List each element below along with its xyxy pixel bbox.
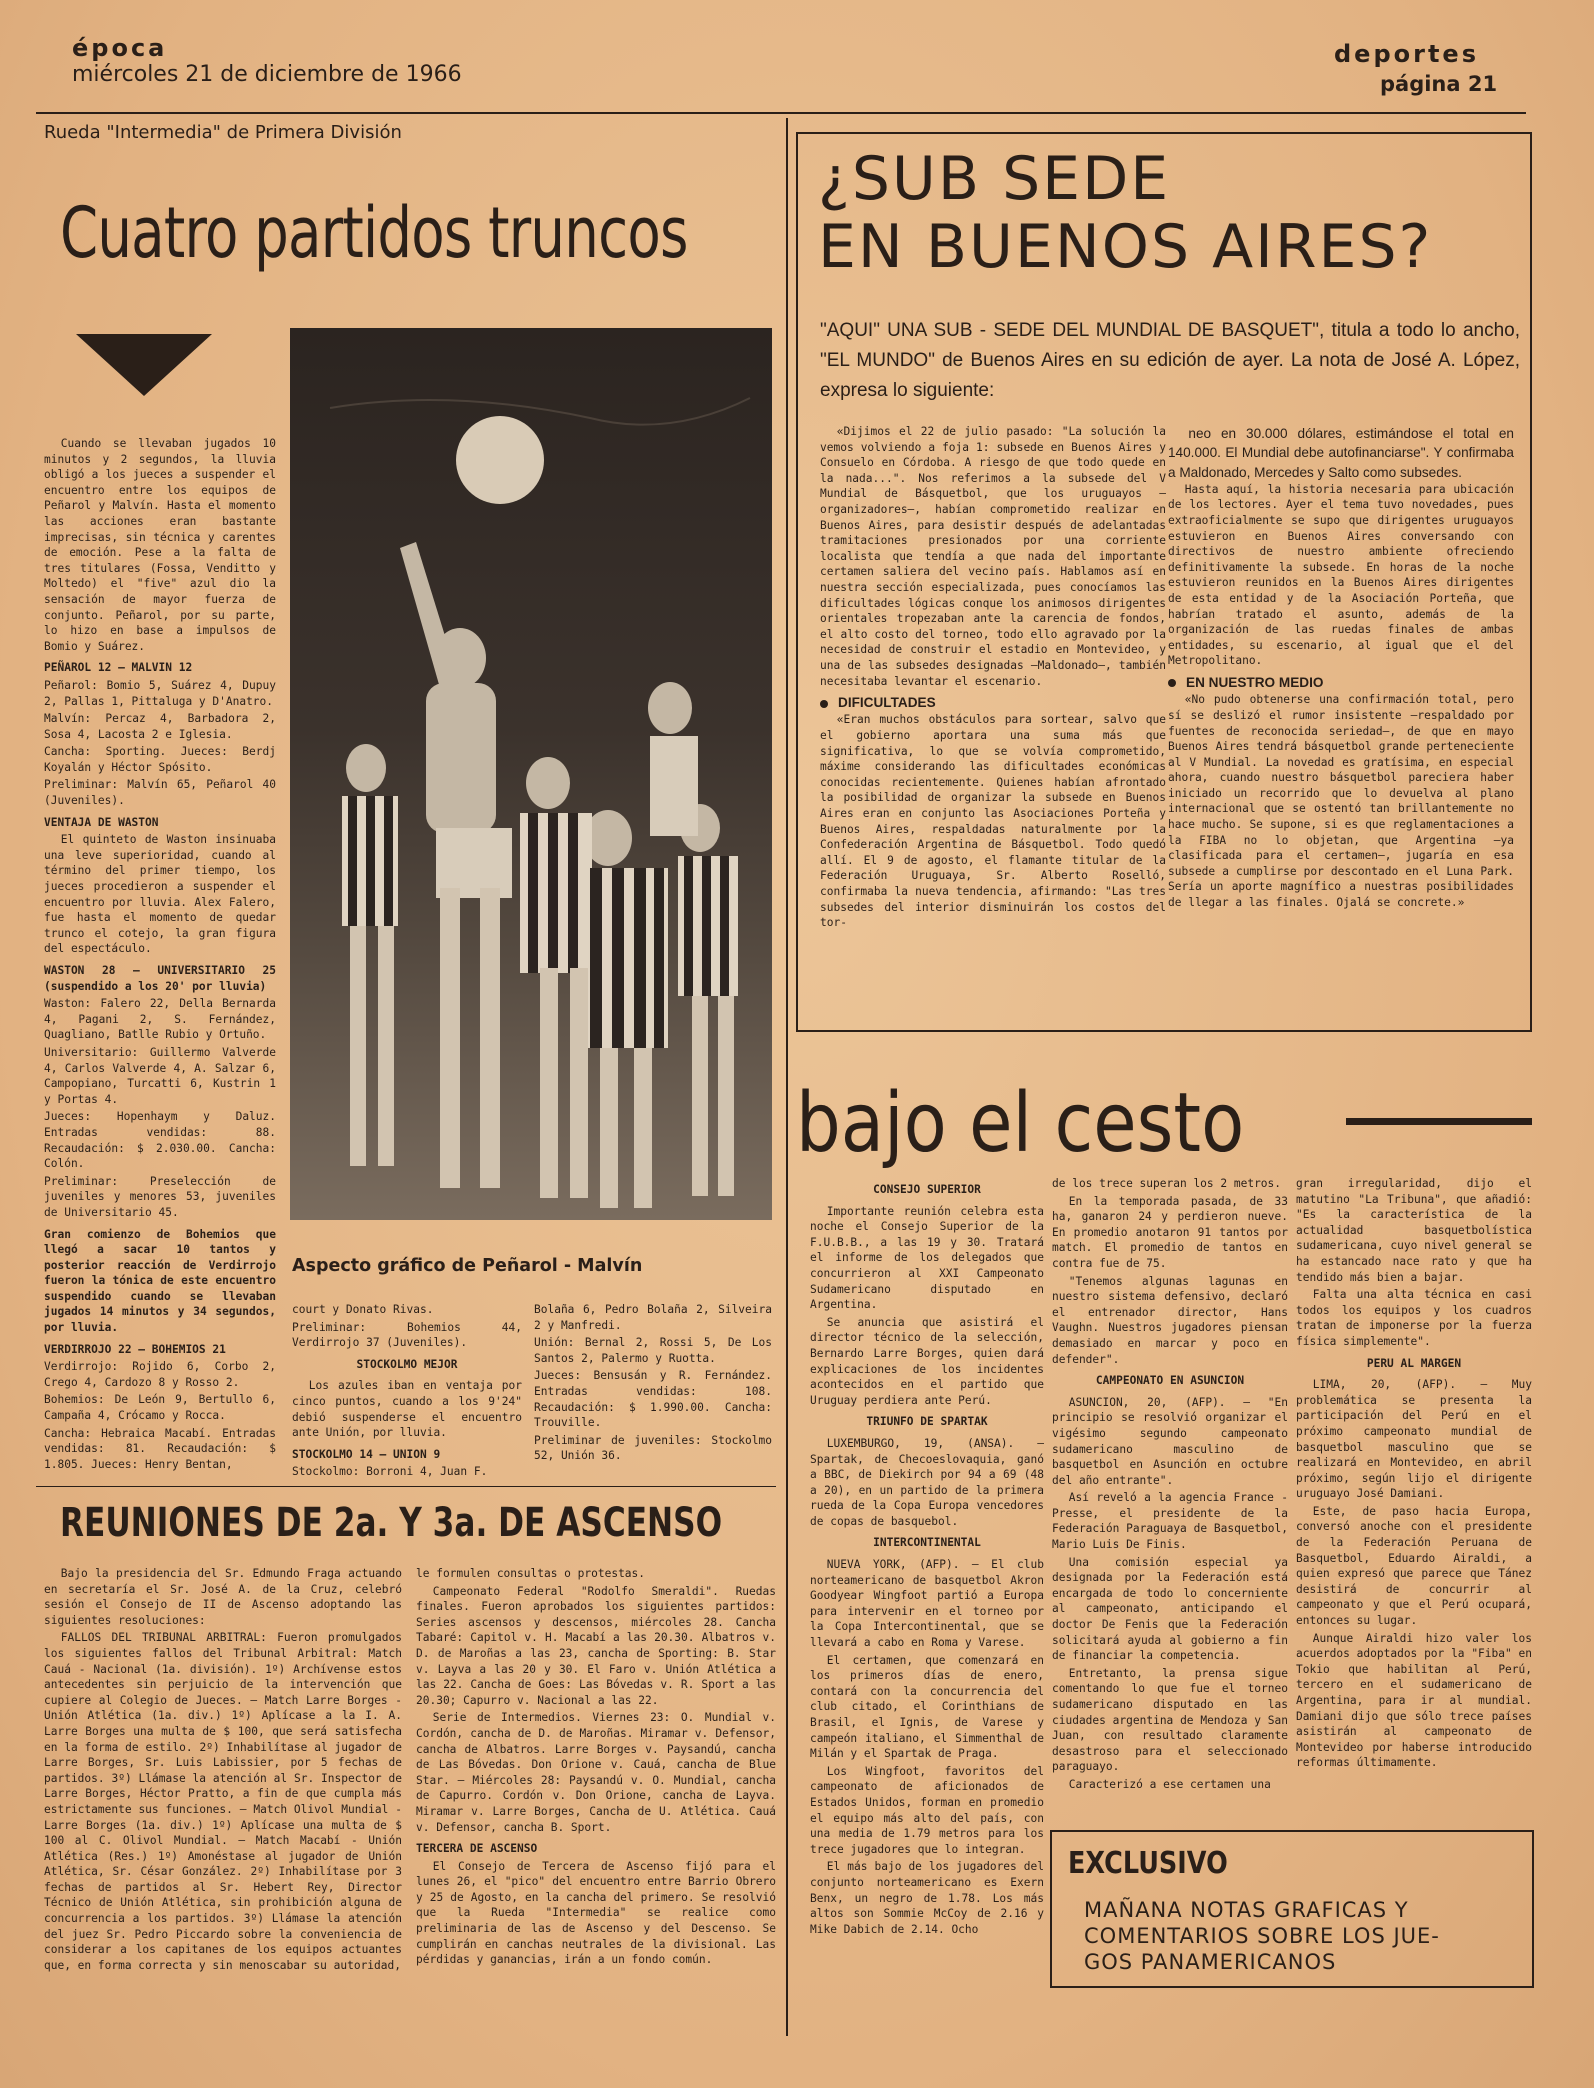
- cesto-subhead: CONSEJO SUPERIOR: [873, 1183, 981, 1196]
- bullet-icon: [1168, 679, 1176, 687]
- left-story-subhead: VERDIRROJO 22 — BOHEMIOS 21: [44, 1342, 226, 1356]
- left-story-subhead: Gran comienzo de Bohemios que llegó a sacar 10 tantos y posterior reacción de Verdirrojo fueron la tónica de este encuentro suspendido cuando se llevaban jugados 14 minutos y 34 segundos, por lluvia.: [44, 1227, 276, 1335]
- left-story-paragraph: Verdirrojo: Rojido 6, Corbo 2, Crego 4, Cardozo 8 y Rosso 2.: [44, 1360, 276, 1389]
- cesto-paragraph: Importante reunión celebra esta noche el Consejo Superior de la F.U.B.B., a las 19 y 30. Tratará el informe de los delegados que concurrieron al XXI Campeonato Sudamericano disputado en Argentina.: [810, 1204, 1044, 1312]
- cesto-subhead: TRIUNFO DE SPARTAK: [866, 1415, 988, 1429]
- cesto-paragraph: NUEVA YORK, (AFP). — El club norteamericano de basquetbol Akron Goodyear Wingfoot partió a Europa para intervenir en el torneo por la Copa Intercontinental, que se llevará a cabo en Roma y Varese.: [810, 1558, 1044, 1650]
- left-story-paragraph: Preliminar: Malvín 65, Peñarol 40 (Juveniles).: [44, 778, 276, 808]
- left-story-column-3: [534, 1302, 772, 1466]
- cesto-paragraph: LUXEMBURGO, 19, (ANSA). — Spartak, de Checoeslovaquia, ganó a BBC, de Diekirch por 94 a 69 (48 a 20), en un partido de la primera rueda de la Copa Europa vencedores de copas de basquebol.: [810, 1436, 1044, 1528]
- cesto-paragraph: gran irregularidad, dijo el matutino "La Tribuna", que añadió: "Es la característica de la actualidad basquetbolística sudamericana, cuyo nivel general se ha estancado nace rato y que ha tendido más bien a bajar.: [1296, 1177, 1532, 1284]
- sub-sede-paragraph: neo en 30.000 dólares, estimándose el total en 140.000. El Mundial debe autofinanciarse". Y confirmaba a Maldonado, Mercedes y Salto como subsedes.: [1168, 426, 1514, 480]
- cesto-title: bajo el cesto: [796, 1076, 1245, 1171]
- cesto-paragraph: ASUNCION, 20, (AFP). — "En principio se resolvió organizar el vigésimo segundo campeonato sudamericano masculino de basquetbol en Asunción en octubre del año entrante".: [1052, 1395, 1288, 1487]
- cesto-paragraph: Aunque Airaldi hizo valer los acuerdos adoptados por la "Fiba" en Tokio que habilitan al Perú, tercero en el sudamericano de Argentina, para ir al mundial. Damiani dijo que sólo trece países asistirán al campeonato de Montevideo por haberse introducido reformas últimamente.: [1296, 1631, 1532, 1770]
- ascenso-paragraph: Serie de Intermedios. Viernes 23: O. Mundial v. Cordón, cancha de D. de Maroñas. Miramar v. Defensor, cancha de Albatros. Larre Borges v. Paysandú, cancha de Las Bóvedas. Don Orione v. Cauá, cancha de Blue Star. — Miércoles 28: Paysandú v. O. Mundial, cancha de Capurro. Cordón v. Don Orione, cancha de Layva. Miramar v. Larre Borges, Cancha de U. Atlética. Cauá v. Defensor, cancha B. Sport.: [416, 1711, 776, 1834]
- ascenso-paragraph: Campeonato Federal "Rodolfo Smeraldi". Ruedas finales. Fueron aprobados los siguientes partidos: Series ascensos y descensos, miércoles 28. Cancha Tabaré: Capitol v. H. Macabí a las 20.30. Albatros v. D. de Maroñas a las 23, cancha de Sporting: B. Star v. Layva a las 20 y 30. El Faro v. Unión Atlética a las 22. Cancha de Goes: Las Bóvedas v. R. Sport a las 20.30; Capurro v. Nacional a las 22.: [416, 1584, 776, 1707]
- bullet-icon: [820, 700, 828, 708]
- cesto-subhead: CAMPEONATO EN ASUNCION: [1095, 1374, 1245, 1388]
- ascenso-headline: REUNIONES DE 2a. Y 3a. DE ASCENSO: [60, 1500, 723, 1546]
- cesto-paragraph: de los trece superan los 2 metros.: [1052, 1177, 1282, 1190]
- sub-sede-subhead: EN NUESTRO MEDIO: [1168, 673, 1514, 692]
- left-story-paragraph: Cancha: Hebraica Macabí. Entradas vendidas: 81. Recaudación: $ 1.805. Jueces: Henry Bentan,: [44, 1426, 276, 1471]
- cesto-paragraph: Así reveló a la agencia France - Presse, el presidente de la Federación Paraguaya de Basquetbol, Mario Luis De Finis.: [1052, 1491, 1288, 1552]
- left-story-column-2: [292, 1302, 522, 1482]
- sub-sede-subhead: DIFICULTADES: [820, 693, 1166, 712]
- cesto-paragraph: El certamen, que comenzará en los primeros días de enero, contará con la concurrencia del club citado, el Corinthians de Brasil, el Ignis, de Varese y campeón italiano, el Simmenthal de Milán y el Spartak de Praga.: [810, 1653, 1044, 1761]
- left-story-paragraph: Preliminar: Preselección de juveniles y menores 53, juveniles de Universitario 45.: [44, 1174, 276, 1219]
- left-story-paragraph: Jueces: Hopenhaym y Daluz. Entradas vendidas: 88. Recaudación: $ 2.030.00. Cancha: Colón.: [44, 1110, 276, 1171]
- left-story-subhead: WASTON 28 — UNIVERSITARIO 25 (suspendido a los 20' por lluvia): [44, 964, 276, 993]
- cesto-paragraph: El más bajo de los jugadores del conjunto norteamericano es Exern Benx, un negro de 1.78. Los más altos son Sommie McCoy de 2.16 y Mike Dabich de 2.14. Ocho: [810, 1860, 1044, 1936]
- sub-sede-headline-line-2: EN BUENOS AIRES?: [818, 212, 1433, 282]
- ascenso-column-1: [44, 1566, 402, 1975]
- left-story-paragraph: court y Donato Rivas.: [292, 1303, 434, 1316]
- basketball-photo: [290, 328, 772, 1220]
- ascenso-paragraph: FALLOS DEL TRIBUNAL ARBITRAL: Fueron promulgados los siguientes fallos del Tribunal Arbitral: Match Cauá - Nacional (1a. división). 1º) Archívense estos antecedentes sin perjuicio de la intervención que cupiere al Colegio de Jueces. — Match Larre Borges - Unión Atlética (1a. div.) 1º) Aplícase a la I. A. Larre Borges una multa de $ 100, que será satisfecha en la forma de estilo. 2º) Inhabilítase al jugador de Larre Borges, Sr. Luis Labissier, por 5 fechas de partidos. 3º) Llámase la atención al Sr. Inspector de Larre Borges, Héctor Pratto, a fin de que cumpla más estrictamente sus funciones. — Match Olivol Mundial - Larre Borges (1a. div.) 1º) Aplícase una multa de $ 100 al C. Olivol Mundial. — Match Macabí - Unión Atlética (Res.) 1º) Amonéstase al jugador de Unión Atlética, Sr. César González. 2º) Inhabilítase por 3 fechas de partidos al Sr. Hebert Rey, Director Técnico de Unión Atlética, sin prohibición alguna de concurrencia a los partidos. 3º) Llámase la atención del juez Sr. Pedro Piccardo sobre la conveniencia de considerar a los capitanes de los equipos actuantes que, en forma correcta y sin menoscabar su autoridad,: [44, 1631, 402, 1972]
- left-story-paragraph: Los azules iban en ventaja por cinco puntos, cuando a los 9'24" debió suspenderse el encuentro ante Unión, por lluvia.: [292, 1379, 522, 1440]
- left-story-paragraph: Preliminar: Bohemios 44, Verdirrojo 37 (Juveniles).: [292, 1320, 522, 1350]
- left-story-paragraph: Peñarol: Bomio 5, Suárez 4, Dupuy 2, Pallas 1, Pittaluga y D'Anatro.: [44, 678, 276, 708]
- left-story-paragraph: Cancha: Sporting. Jueces: Berdj Koyalán y Héctor Spósito.: [44, 745, 276, 774]
- left-story-paragraph: Preliminar de juveniles: Stockolmo 52, Unión 36.: [534, 1433, 772, 1463]
- ascenso-paragraph: le formulen consultas o protestas.: [416, 1567, 646, 1580]
- sub-sede-paragraph: «No pudo obtenerse una confirmación total, pero sí se deslizó el rumor insistente —respaldado por fuentes de reconocida seriedad—, de que en mayo Buenos Aires tendrá básquetbol grande perteneciente al V Mundial. La novedad es gratísima, en especial ahora, cuando nuestro básquetbol pareciera haber iniciado un recorrido que lo devuelva al plano internacional que se ostentó tan brillantemente no hace mucho. Se supone, si es que reglamentaciones a la FIBA no lo objetan, que Argentina —ya clasificada para el certamen—, jugaría en esa subsede a cumplirse por descontado en el Luna Park. Sería un aporte magnífico a nuestras posibilidades de llegar a las finales. Ojalá se concrete.»: [1168, 693, 1514, 910]
- cesto-paragraph: Falta una alta técnica en casi todos los equipos y los cuadros tratan de imponerse por la fuerza física simplemente".: [1296, 1288, 1532, 1348]
- exclusivo-tag: EXCLUSIVO: [1068, 1846, 1228, 1881]
- sub-sede-column-1: [820, 424, 1166, 931]
- cesto-column-3: [1296, 1176, 1532, 1773]
- left-story-column-1: [44, 436, 276, 1474]
- cesto-column-1: [810, 1176, 1044, 1939]
- left-story-subhead: PEÑAROL 12 — MALVIN 12: [44, 661, 193, 675]
- left-story-paragraph: Bohemios: De León 9, Bertullo 6, Campaña 4, Crócamo y Rocca.: [44, 1393, 276, 1423]
- left-story-paragraph: Cuando se llevaban jugados 10 minutos y 2 segundos, la lluvia obligó a los jueces a suspender el encuentro entre los equipos de Peñarol y Malvín. Hasta el momento las acciones eran bastante imprecisas, sin técnica y carentes de emoción. Pese a la falta de tres titulares (Fossa, Venditto y Moltedo) el "five" azul dio la sensación de mayor fuerza de conjunto. Peñarol, por su parte, lo hizo en base a impulsos de Bomio y Suárez.: [44, 437, 276, 653]
- cesto-paragraph: Este, de paso hacia Europa, conversó anoche con el presidente de la Federación Peruana de Basquetbol, Eduardo Airaldi, a quien expresó que parece que Tánez desistirá de concurrir al campeonato y que el Perú ocupará, entonces su lugar.: [1296, 1504, 1532, 1628]
- headline-arrow-icon: [76, 334, 212, 396]
- cesto-column-2: [1052, 1176, 1288, 1795]
- left-story-paragraph: Stockolmo: Borroni 4, Juan F.: [292, 1465, 488, 1479]
- cesto-paragraph: En la temporada pasada, de 33 ha, ganaron 24 y perdieron nueve. En promedio anotaron 91 tantos por match. El promedio de tantos en contra fue de 75.: [1052, 1194, 1288, 1270]
- left-story-paragraph: Bolaña 6, Pedro Bolaña 2, Silveira 2 y Manfredi.: [534, 1303, 772, 1332]
- sub-sede-paragraph: «Dijimos el 22 de julio pasado: "La solución la vemos volviendo a foja 1: subsede en Buenos Aires y Consuelo en Córdoba. A riesgo de que todo quede en la nada...". Nos referimos a la subsede del V Mundial de Básquetbol, que los uruguayos —organizadores—, habían comprometido realizar en Buenos Aires, para desistir después de adelantadas tramitaciones presionados por una corriente localista que tendía a que nada del importante certamen saliera del vecino país. Hablamos así en nuestra sección especializada, pues conocíamos las dificultades lógicas conque los animosos dirigentes orientales tropezaban ante la carencia de fondos, el alto costo del torneo, todo ello agravado por la necesidad de construir el estadio en Montevideo, y una de las subsedes designadas —Maldonado—, también necesitaba levantar el escenario.: [820, 425, 1166, 688]
- section-label-left: época: [72, 34, 168, 62]
- cesto-subhead: PERU AL MARGEN: [1366, 1356, 1462, 1370]
- sub-sede-paragraph: «Eran muchos obstáculos para sortear, salvo que el gobierno aportara una suma más que significativa, lo que se volvía comprometido, máxime considerando las dificultades económicas conocidas recientemente. Quienes habían afrontado la posibilidad de organizar la subsede en Buenos Aires eran en conjunto las Asociaciones Porteña y Buenos Aires, respaldadas naturalmente por la Confederación Argentina de Básquetbol. Todo quedó allí. El 9 de agosto, el flamante titular de la Federación Uruguaya, Sr. Alberto Roselló, confirmaba la nueva tendencia, afirmando: "Las tres subsedes del interior disminuirán los costos del tor-: [820, 713, 1166, 930]
- exclusivo-line-1: MAÑANA NOTAS GRAFICAS Y: [1084, 1898, 1409, 1922]
- exclusivo-line-2: COMENTARIOS SOBRE LOS JUE-: [1084, 1924, 1440, 1948]
- left-story-paragraph: Unión: Bernal 2, Rossi 5, De Los Santos 2, Palermo y Ruotta.: [534, 1336, 772, 1365]
- sub-sede-headline-line-1: ¿SUB SEDE: [818, 144, 1171, 214]
- story-kicker: Rueda "Intermedia" de Primera División: [44, 122, 402, 143]
- story-headline: Cuatro partidos truncos: [60, 192, 688, 274]
- left-story-paragraph: Malvín: Percaz 4, Barbadora 2, Sosa 4, Lacosta 2 e Iglesia.: [44, 712, 276, 741]
- exclusivo-line-3: GOS PANAMERICANOS: [1084, 1950, 1337, 1974]
- left-story-subhead: STOCKOLMO 14 — UNION 9: [292, 1447, 441, 1461]
- sub-sede-deck: "AQUI" UNA SUB - SEDE DEL MUNDIAL DE BASQUET", titula a todo lo ancho, "EL MUNDO" de Buenos Aires en su edición de ayer. La nota de José A. López, expresa lo siguiente:: [820, 320, 1520, 401]
- cesto-paragraph: Se anuncia que asistirá el director técnico de la selección, Bernardo Larre Borges, quien dará explicaciones de los incidentes acontecidos en el partido que Uruguay perdiera ante Perú.: [810, 1315, 1044, 1407]
- date-line: miércoles 21 de diciembre de 1966: [72, 62, 462, 87]
- sub-sede-paragraph: Hasta aquí, la historia necesaria para ubicación de los lectores. Ayer el tema tuvo novedades, pues extraoficialmente se supo que dirigentes uruguayos estuvieron en Buenos Aires conversando con directivos de nuestro ambiente ofreciendo definitivamente la subsede. En horas de la noche estuvieron reunidos en la Buenos Aires dirigentes de esta entidad y de la Asociación Porteña, que habrían tratado el asunto, además de la organización de las ruedas finales de ambas entidades, su escenario, al igual que el del Metropolitano.: [1168, 482, 1514, 668]
- sub-sede-column-2: [1168, 424, 1514, 911]
- cesto-paragraph: LIMA, 20, (AFP). — Muy problemática se presenta la participación del Perú en el próximo campeonato mundial de basquetbol masculino que se realizará en Montevideo, en abril próximo, según lijo el dirigente uruguayo José Damiani.: [1296, 1378, 1532, 1501]
- cesto-paragraph: "Tenemos algunas lagunas en nuestro sistema defensivo, declaró el entrenador director, Hans Vaughn. Nuestros jugadores piensan demasiado en marcar y poco en defender".: [1052, 1274, 1288, 1366]
- ascenso-column-2: [416, 1566, 776, 1970]
- left-story-paragraph: Universitario: Guillermo Valverde 4, Carlos Valverde 4, A. Salzar 6, Campopiano, Turcatti 6, Kustrin 1 y Portas 4.: [44, 1045, 276, 1106]
- page-number: página 21: [1380, 72, 1498, 96]
- ascenso-subhead: TERCERA DE ASCENSO: [416, 1842, 538, 1856]
- cesto-title-rule: [1346, 1118, 1532, 1125]
- left-story-subhead: VENTAJA DE WASTON: [44, 815, 159, 829]
- ascenso-paragraph: El Consejo de Tercera de Ascenso fijó para el lunes 26, el "pico" del encuentro entre Barrio Obrero y 25 de Agosto, en la cancha del primero. Se resolvió que la Rueda "Intermedia" se realice como preliminaria de las de Ascenso y del Descenso. Se cumplirán en canchas neutrales de la divisional. Las pérdidas y ganancias, irán a un fondo común.: [416, 1859, 776, 1967]
- cesto-paragraph: Una comisión especial ya designada por la Federación está encargada de todo lo concerniente al campeonato, anticipando el doctor De Fenis que la Federación solicitará ayuda al gobierno a fin de financiar la competencia.: [1052, 1555, 1288, 1663]
- cesto-subhead: INTERCONTINENTAL: [873, 1536, 981, 1550]
- photo-caption: Aspecto gráfico de Peñarol - Malvín: [292, 1256, 643, 1276]
- left-story-subhead: STOCKOLMO MEJOR: [356, 1357, 458, 1371]
- ascenso-paragraph: Bajo la presidencia del Sr. Edmundo Fraga actuando en secretaría el Sr. José A. de la Cruz, celebró sesión el Consejo de II de Ascenso adoptando las siguientes resoluciones:: [44, 1567, 402, 1627]
- left-story-paragraph: Jueces: Bensusán y R. Fernández. Entradas vendidas: 108. Recaudación: $ 1.990.00. Cancha: Trouville.: [534, 1369, 772, 1430]
- cesto-paragraph: Los Wingfoot, favoritos del campeonato de aficionados de Estados Unidos, forman en promedio el equipo más alto del país, con una media de 1.79 metros para los trece jugadores que lo integran.: [810, 1764, 1044, 1856]
- ascenso-top-rule: [36, 1486, 776, 1487]
- header-rule: [36, 112, 1526, 114]
- cesto-paragraph: Entretanto, la prensa sigue comentando lo que fue el torneo sudamericano disputado en las ciudades argentina de Mendoza y San Juan, con resultado claramente desastroso para el seleccionado paraguayo.: [1052, 1666, 1288, 1774]
- left-right-divider: [786, 118, 788, 2036]
- cesto-paragraph: Caracterizó a ese certamen una: [1068, 1777, 1271, 1791]
- left-story-paragraph: El quinteto de Waston insinuaba una leve superioridad, cuando al término del primer tiempo, los jueces procedieron a suspender el encuentro por lluvia. Alex Falero, fue hasta el momento de quedar trunco el cotejo, la gran figura del espectáculo.: [44, 833, 276, 956]
- section-label-right: deportes: [1334, 40, 1479, 68]
- left-story-paragraph: Waston: Falero 22, Della Bernarda 4, Pagani 2, S. Fernández, Quagliano, Batlle Rubio y Ortuño.: [44, 997, 276, 1042]
